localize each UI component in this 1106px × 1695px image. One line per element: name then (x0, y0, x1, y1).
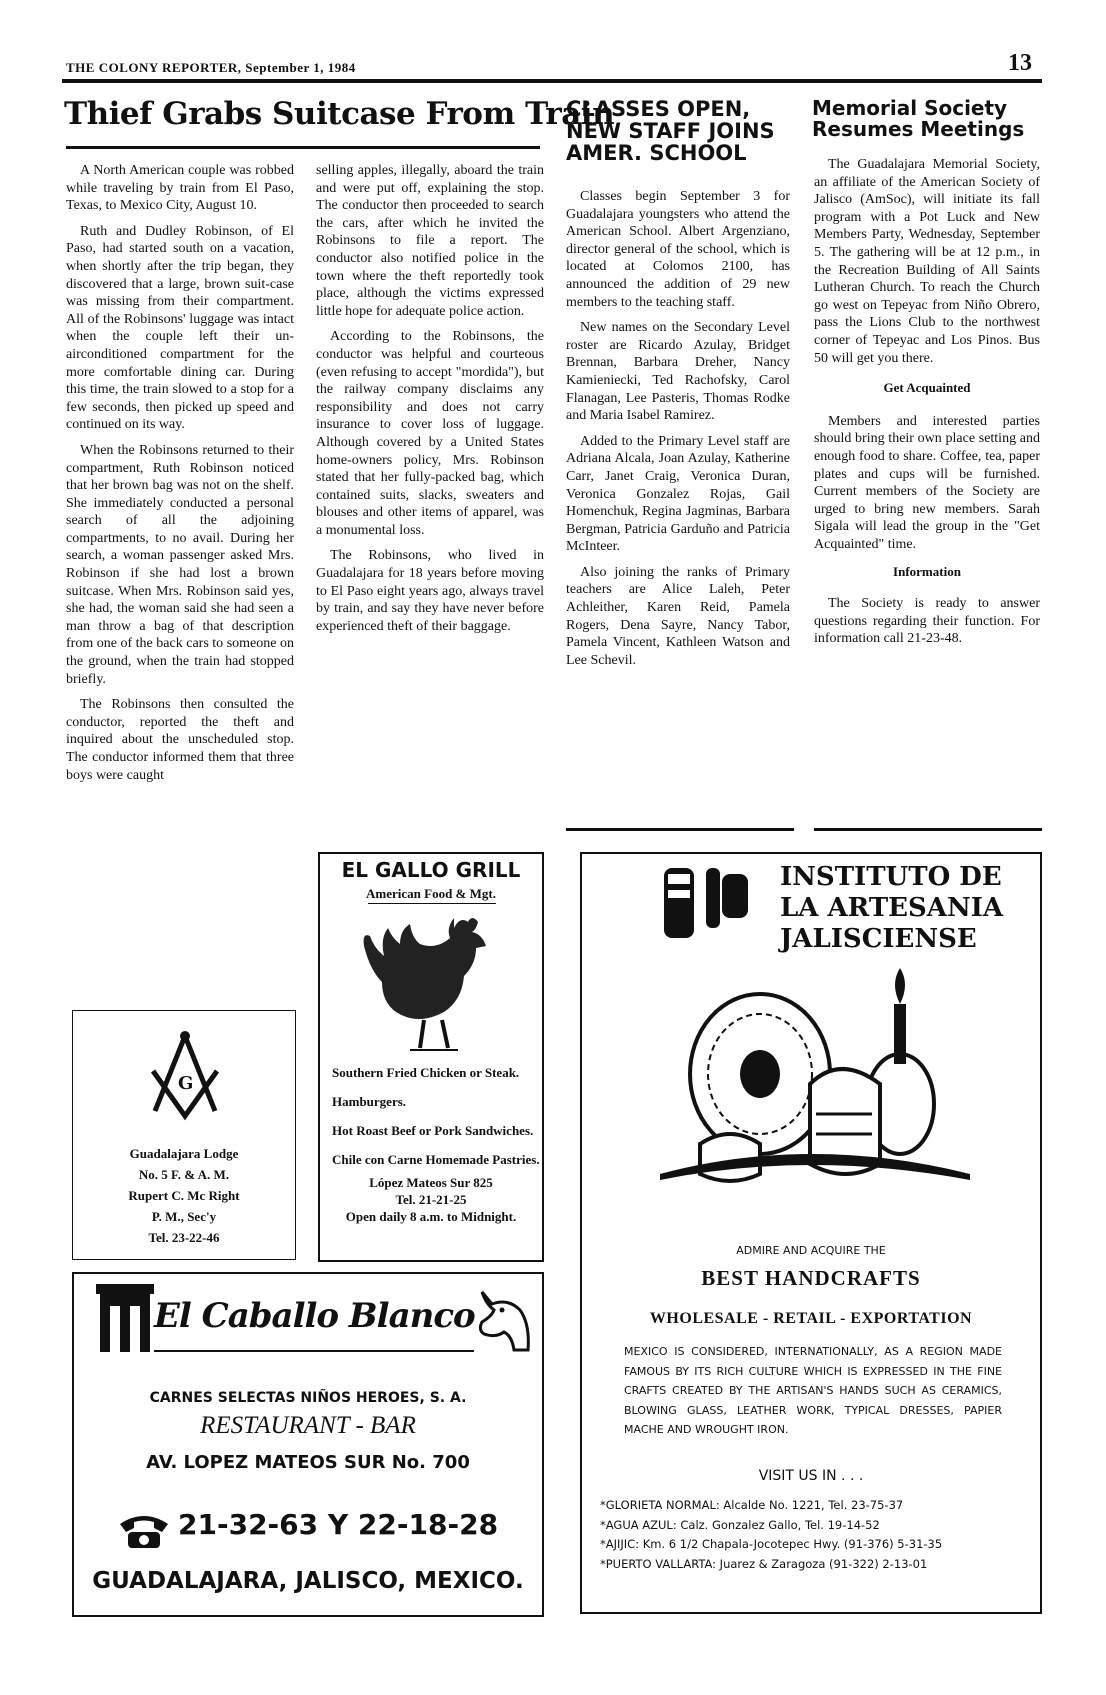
thief-paragraph: A North American couple was robbed while traveling by train from El Paso, Texas, to Mexico City, August 10. (66, 163, 294, 214)
classes-paragraph: New names on the Secondary Level roster are Ricardo Azulay, Bridget Brennan, Barbara Dreher, Nancy Kamieniecki, Ted Rachofsky, Carol Flanagan, Lee Pasteris, Thomas Rodke and Maria Isabel Ramirez. (566, 320, 790, 424)
caballo-name: El Caballo Blanco (154, 1296, 475, 1336)
classes-paragraph: Added to the Primary Level staff are Adriana Alcala, Joan Azulay, Katherine Carr, Janet Craig, Veronica Duran, Veronica Gonzalez Rojas, Gail Homenchuk, Regina Jagminas, Barbara Bergman, Patricia Garduño and Patricia McInteer. (566, 433, 790, 555)
instituto-ad (580, 852, 1042, 1614)
thief-paragraph: The Robinsons, who lived in Guadalajara for 18 years before moving to El Paso eight years ago, always travel by train, and say they have never before experienced theft of their baggage. (316, 548, 544, 634)
instituto-location: *AGUA AZUL: Calz. Gonzalez Gallo, Tel. 19-14-52 (600, 1517, 880, 1532)
lodge-ad (72, 1010, 296, 1260)
instituto-location: *PUERTO VALLARTA: Juarez & Zaragoza (91-322) 2-13-01 (600, 1556, 928, 1571)
memorial-subhead-acquainted: Get Acquainted (883, 380, 971, 396)
caballo-line3: AV. LOPEZ MATEOS SUR No. 700 (146, 1452, 470, 1473)
thief-paragraph: The Robinsons then consulted the conductor, reported the theft and inquired about the unscheduled stop. The conductor informed them that three boys were caught (66, 697, 294, 783)
instituto-name-line: JALISCIENSE (780, 924, 977, 954)
caballo-blanco-ad (72, 1272, 544, 1617)
masonic-compass-icon (145, 1031, 225, 1121)
instituto-tag3: WHOLESALE - RETAIL - EXPORTATION (649, 1310, 973, 1327)
caballo-line1: CARNES SELECTAS NIÑOS HEROES, S. A. (149, 1390, 467, 1406)
gallo-address: López Mateos Sur 825 (369, 1175, 493, 1190)
headline-classes: CLASSES OPEN, NEW STAFF JOINS AMER. SCHOOL (566, 97, 775, 166)
instituto-name-line: INSTITUTO DE (780, 862, 1002, 892)
caballo-phones: 21-32-63 Y 22-18-28 (178, 1508, 499, 1541)
memorial-paragraph: Members and interested parties should bring their own place setting and enough food to share. Coffee, tea, paper plates and cups will be furnished. Current members of the Society are urged to bring new members. Sarah Sigala will lead the group in the "Get Acquainted" time. (814, 413, 1040, 552)
page-number: 13 (1008, 50, 1032, 76)
memorial-paragraph: The Society is ready to answer questions regarding their function. For information call 21-23-48. (814, 596, 1040, 647)
instituto-location: *AJIJIC: Km. 6 1/2 Chapala-Jocotepec Hwy. (91-376) 5-31-35 (600, 1537, 943, 1551)
gallo-tel: Tel. 21-21-25 (395, 1192, 467, 1207)
gallo-menu (320, 1064, 542, 1225)
instituto-tag2: BEST HANDCRAFTS (701, 1266, 921, 1290)
column-rule (566, 828, 794, 831)
instituto-location: *GLORIETA NORMAL: Alcalde No. 1221, Tel. 23-75-37 (600, 1498, 904, 1512)
thief-paragraph: selling apples, illegally, aboard the train and were put off, explaining the stop. The conductor then proceeded to search the cars, after which he invited the Robinsons to file a report. The conductor also notified police in the town where the theft reportedly took place, although the victims expressed little hope for adequate police action. (316, 163, 544, 319)
gallo-hours: Open daily 8 a.m. to Midnight. (345, 1209, 517, 1224)
instituto-logo-icon (662, 864, 752, 944)
instituto-tag1: ADMIRE AND ACQUIRE THE (736, 1244, 886, 1257)
lodge-line: No. 5 F. & A. M. (138, 1167, 230, 1182)
gallo-item: Hamburgers. (332, 1094, 407, 1109)
thief-column-1 (66, 162, 294, 1002)
instituto-locations (600, 1496, 1036, 1574)
lodge-line: Tel. 23-22-46 (148, 1230, 220, 1245)
classes-paragraph: Also joining the ranks of Primary teachers are Alice Laleh, Peter Achleither, Karen Reid, Pamela Rogers, Dena Sayre, Nancy Tabor, Pamela Vincent, Kathleen Watson and Lee Schevil. (566, 564, 790, 668)
rooster-icon (354, 910, 514, 1060)
headline-rule (66, 146, 540, 149)
svg-text:G: G (178, 1073, 194, 1094)
horse-head-icon (472, 1286, 536, 1356)
telephone-icon (116, 1510, 172, 1550)
instituto-body: MEXICO IS CONSIDERED, INTERNATIONALLY, AS A REGION MADE FAMOUS BY ITS RICH CULTURE WHICH IS EXPRESSED IN THE FINE CRAFTS CREATED BY THE ARTISAN'S HANDS SUCH AS CERAMICS, BLOWING GLASS, LEATHER WORK, TYPICAL DRESSES, PAPIER MACHE AND WROUGHT IRON. (624, 1345, 1002, 1436)
instituto-visit: VISIT US IN . . . (758, 1468, 864, 1484)
lodge-line: Rupert C. Mc Right (128, 1188, 240, 1203)
masthead: THE COLONY REPORTER, September 1, 1984 (66, 60, 356, 75)
headline-memorial: Memorial Society Resumes Meetings (812, 96, 1025, 141)
caballo-city: GUADALAJARA, JALISCO, MEXICO. (92, 1568, 524, 1594)
column-rule (814, 828, 1042, 831)
caballo-rule (154, 1350, 474, 1352)
thief-paragraph: Ruth and Dudley Robinson, of El Paso, had started south on a vacation, when shortly after the trip began, they discovered that a large, brown suit-case was missing from their compartment. All of the Robinsons' luggage was intact when the couple left their un-airconditioned compartment for the more comfortable dining car. During this time, the train slowed to a stop for a few seconds, then picked up speed and continued on its way. (66, 223, 294, 433)
masthead-rule (62, 79, 1042, 83)
lodge-line: Guadalajara Lodge (129, 1146, 239, 1161)
memorial-intro: The Guadalajara Memorial Society, an affiliate of the American Society of Jalisco (AmSoc), will initiate its fall program with a Pot Luck and New Members Party, Wednesday, September 5. The gathering will be at 12 p.m., in the Recreation Building of All Saints Lutheran Church. To reach the Church go west on Tepeyac from Niño Obrero, pass the Lions Club to the northwest corner of Tepeyac and Los Pinos. Bus 50 will get you there. (814, 157, 1040, 366)
lodge-text (73, 1143, 295, 1248)
thief-paragraph: When the Robinsons returned to their compartment, Ruth Robinson noticed that her brown bag was not on the shelf. She immediately conducted a personal search of all the adjoining compartments, to no avail. During her search, a woman passenger asked Mrs. Robinson if she had lost a brown suitcase. When Mrs. Robinson said yes, she had, the woman said she had seen a man throw a bag of that description from one of the back cars to someone on the ground, when the train had stopped briefly. (66, 442, 294, 687)
gallo-title: EL GALLO GRILL (341, 858, 521, 882)
classes-column (566, 188, 790, 830)
instituto-name (780, 862, 1003, 955)
instituto-name-line: LA ARTESANIA (780, 893, 1004, 923)
ceramics-illustration-icon (660, 964, 970, 1204)
fountain-icon (96, 1284, 154, 1354)
thief-column-2 (316, 162, 544, 822)
thief-paragraph: According to the Robinsons, the conductor was helpful and courteous (even refusing to accept "mordida"), but the railway company disclaims any responsibility and does not carry insurance to cover loss of luggage. Although covered by a United States home-owners policy, Mrs. Robinson stated that her fully-packed bag, which contained suits, slacks, sweaters and blouses and other items of apparel, was a monumental loss. (316, 329, 544, 538)
gallo-grill-ad (318, 852, 544, 1262)
gallo-item: Hot Roast Beef or Pork Sandwiches. (332, 1123, 534, 1138)
gallo-subtitle: American Food & Mgt. (366, 886, 496, 901)
classes-paragraph: Classes begin September 3 for Guadalajara youngsters who attend the American School. Albert Argenziano, director general of the school, which is located at Colomos 2100, has announced the addition of 29 new members to the teaching staff. (566, 189, 790, 310)
headline-thief: Thief Grabs Suitcase From Train (64, 96, 615, 132)
lodge-line: P. M., Sec'y (151, 1209, 217, 1224)
memorial-subhead-information: Information (893, 564, 961, 580)
gallo-item: Southern Fried Chicken or Steak. (332, 1065, 520, 1080)
gallo-item: Chile con Carne Homemade Pastries. (332, 1152, 540, 1167)
caballo-line2: RESTAURANT - BAR (200, 1412, 416, 1439)
memorial-column (814, 156, 1040, 828)
gallo-subtitle-rule (368, 903, 496, 904)
